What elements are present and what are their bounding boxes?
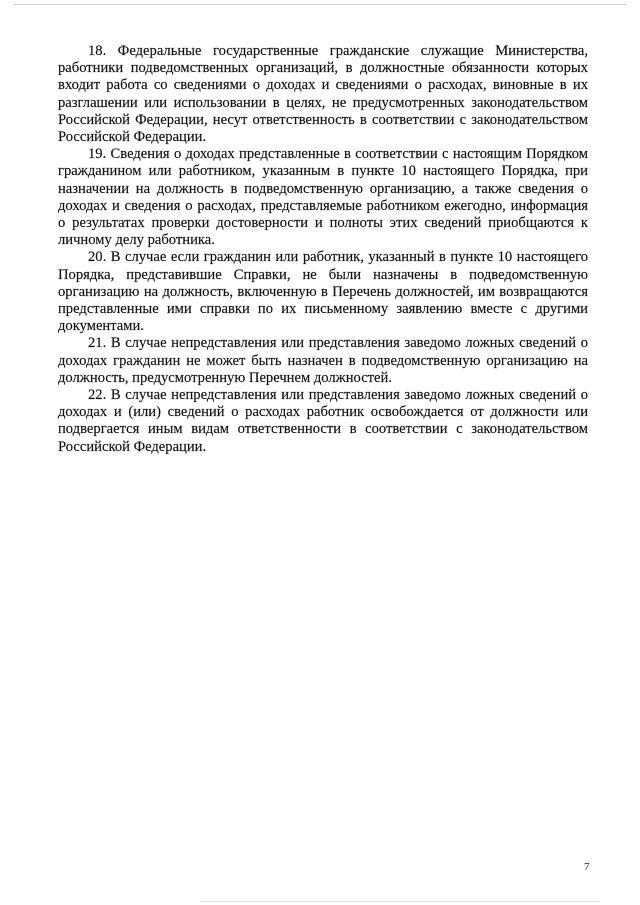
paragraph-20: 20. В случае если гражданин или работник, указанный в пункте 10 настоящего Порядка, представившие Справки, не были назначены в подведомственную организацию на должность, включенную в Перечень должностей, им возвращаются представленные ими справки по их письменному заявлению вместе с другими документами. <box>58 249 588 335</box>
paragraph-18: 18. Федеральные государственные гражданские служащие Министерства, работники подведомственных организаций, в должностные обязанности которых входит работа со сведениями о доходах и сведениями о расходах, виновные в их разглашении или использовании в целях, не предусмотренных законодательством Российской Федерации, несут ответственность в соответствии с законодательством Российской Федерации. <box>58 43 588 146</box>
scan-top-edge <box>14 4 626 5</box>
paragraph-22: 22. В случае непредставления или представления заведомо ложных сведений о доходах и (или) сведений о расходах работник освобождается от должности или подвергается иным видам ответственности в соответствии с законодательством Российской Федерации. <box>58 387 588 455</box>
scan-bottom-edge <box>200 901 600 902</box>
document-body <box>58 43 588 456</box>
paragraph-21: 21. В случае непредставления или представления заведомо ложных сведений о доходах гражданин не может быть назначен в подведомственную организацию на должность, предусмотренную Перечнем должностей. <box>58 335 588 386</box>
paragraph-19: 19. Сведения о доходах представленные в соответствии с настоящим Порядком гражданином или работником, указанным в пункте 10 настоящего Порядка, при назначении на должность в подведомственную организацию, а также сведения о доходах и сведения о расходах, представляемые работником ежегодно, информация о результатах проверки достоверности и полноты этих сведений приобщаются к личному делу работника. <box>58 146 588 249</box>
page-number: 7 <box>584 861 590 873</box>
